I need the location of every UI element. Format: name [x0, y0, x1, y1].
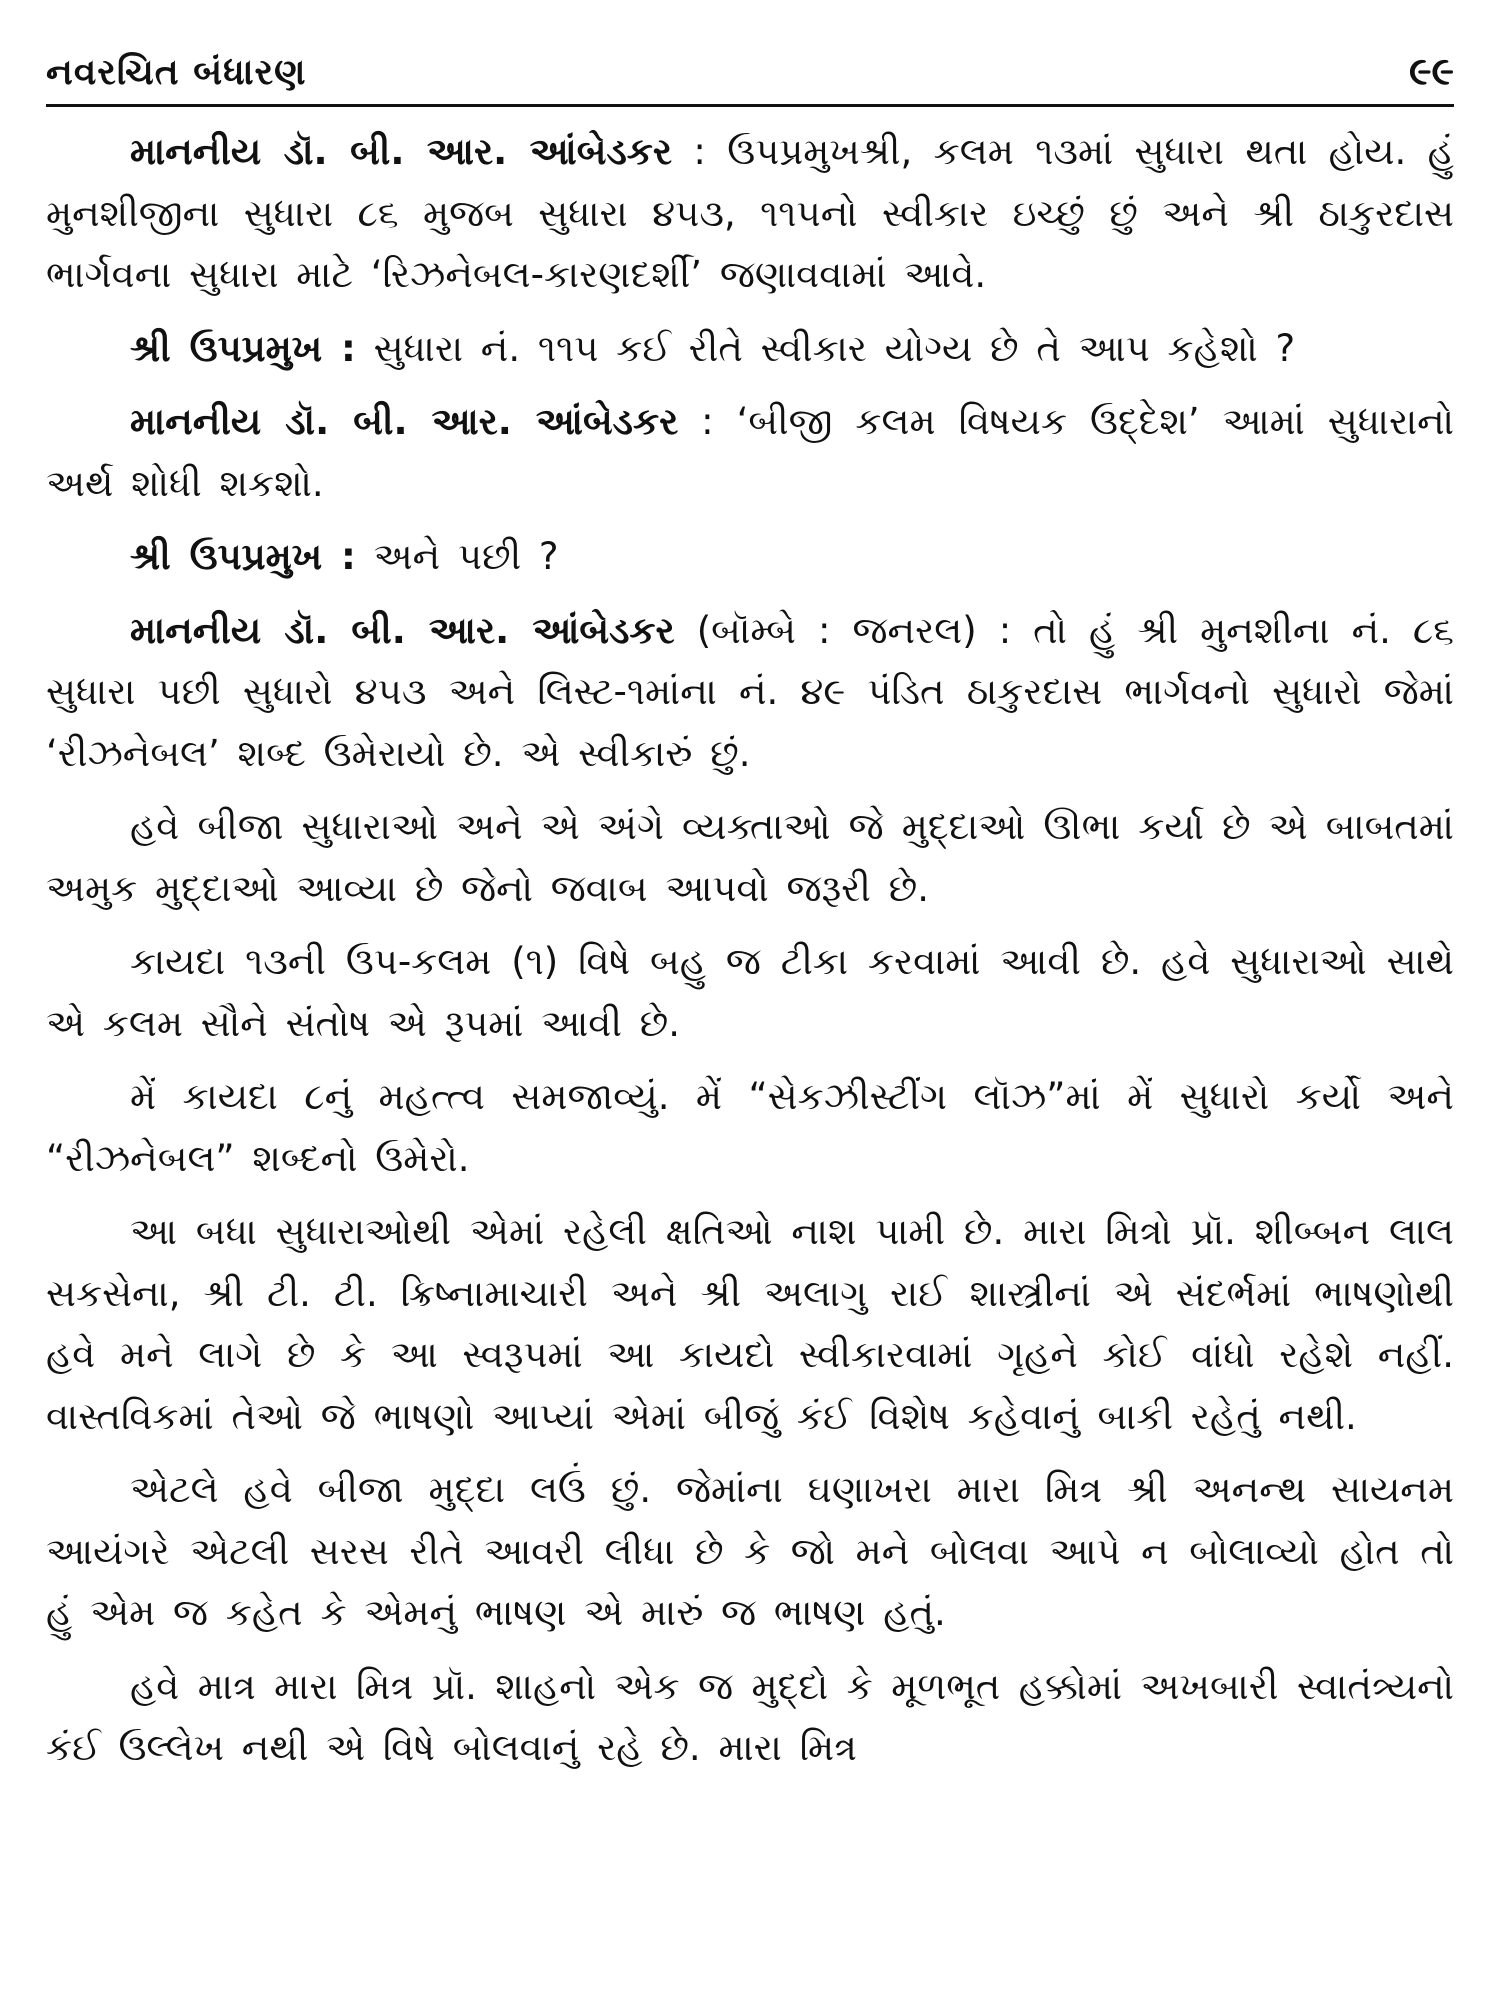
paragraph-text: મેં કાયદા ૮નું મહત્ત્વ સમજાવ્યું. મેં “સેકઝીસ્ટીંગ લૉઝ”માં મેં સુધારો કર્યો અને “રીઝનેબલ” શબ્દનો ઉમેરો. [46, 1075, 1454, 1180]
paragraph-text: સુધારા નં. ૧૧૫ કઈ રીતે સ્વીકાર યોગ્ય છે તે આપ કહેશો ? [355, 326, 1296, 370]
running-title: નવરચિત બંધારણ [46, 52, 307, 93]
paragraph [46, 526, 1454, 588]
speaker-name: માનનીય ડૉ. બી. આર. આંબેડકર [130, 608, 675, 652]
page-number: ૯૯ [1409, 49, 1454, 93]
paragraph [46, 931, 1454, 1054]
paragraph [46, 600, 1454, 785]
paragraph-text: એટલે હવે બીજા મુદ્દા લઉં છું. જેમાંના ઘણાખરા મારા મિત્ર શ્રી અનન્થ સાયનમ આયંગરે એટલી સરસ રીતે આવરી લીધા છે કે જો મને બોલવા આપે ન બોલાવ્યો હોત તો હું એમ જ કહેત કે એમનું ભાષણ એ મારું જ ભાષણ હતું. [46, 1468, 1454, 1634]
paragraph [46, 1656, 1454, 1779]
paragraph-text: અને પછી ? [355, 535, 559, 578]
paragraph-text: હવે માત્ર મારા મિત્ર પ્રૉ. શાહનો એક જ મુદ્દો કે મૂળભૂત હક્કોમાં અખબારી સ્વાતંત્ર્યનો કંઈ ઉલ્લેખ નથી એ વિષે બોલવાનું રહે છે. મારા મિત્ર [46, 1664, 1454, 1769]
page-body [40, 107, 1460, 1779]
speaker-name: માનનીય ડૉ. બી. આર. આંબેડકર [130, 130, 673, 173]
speaker-name: શ્રી ઉપપ્રમુખ : [130, 535, 356, 578]
paragraph-text: કાયદા ૧૩ની ઉપ-કલમ (૧) વિષે બહુ જ ટીકા કરવામાં આવી છે. હવે સુધારાઓ સાથે એ કલમ સૌને સંતોષ એ રૂપમાં આવી છે. [46, 940, 1454, 1045]
paragraph [46, 1459, 1454, 1644]
paragraph [46, 121, 1454, 306]
paragraph [46, 391, 1454, 514]
page-header [40, 36, 1460, 102]
paragraph-text: હવે બીજા સુધારાઓ અને એ અંગે વ્યક્તાઓ જે મુદ્દાઓ ઊભા કર્યા છે એ બાબતમાં અમુક મુદ્દાઓ આવ્યા છે જેનો જવાબ આપવો જરૂરી છે. [46, 805, 1454, 910]
paragraph-text: આ બધા સુધારાઓથી એમાં રહેલી ક્ષતિઓ નાશ પામી છે. મારા મિત્રો પ્રૉ. શીબ્બન લાલ સકસેના, શ્રી ટી. ટી. ક્રિષ્નામાચારી અને શ્રી અલાગુ રાઈ શાસ્ત્રીનાં એ સંદર્ભમાં ભાષણોથી હવે મને લાગે છે કે આ સ્વરૂપમાં આ કાયદો સ્વીકારવામાં ગૃહને કોઈ વાંધો રહેશે નહીં. વાસ્તવિકમાં તેઓ જે ભાષણો આપ્યાં એમાં બીજું કંઈ વિશેષ કહેવાનું બાકી રહેતું નથી. [46, 1210, 1454, 1438]
paragraph-text: : ‘બીજી કલમ વિષયક ઉદ્દેશ’ આમાં સુધારાનો અર્થ શોધી શકશો. [46, 400, 1455, 505]
paragraph [46, 1066, 1454, 1189]
paragraph [46, 1201, 1454, 1447]
paragraph-text: : ઉપપ્રમુખશ્રી, કલમ ૧૩માં સુધારા થતા હોય. હું મુનશીજીના સુધારા ૮૬ મુજબ સુધારા ૪૫૩, ૧૧૫નો સ્વીકાર ઇચ્છું છું અને શ્રી ઠાકુરદાસ ભાર્ગવના સુધારા માટે ‘રિઝનેબલ-કારણદર્શી’ જણાવવામાં આવે. [46, 130, 1454, 296]
speaker-name: માનનીય ડૉ. બી. આર. આંબેડકર [130, 400, 679, 443]
paragraph-text: (બૉમ્બે : જનરલ) : તો હું શ્રી મુનશીના નં. ૮૬ સુધારા પછી સુધારો ૪૫૩ અને લિસ્ટ-૧માંના નં. ૪૯ પંડિત ઠાકુરદાસ ભાર્ગવનો સુધારો જેમાં ‘રીઝનેબલ’ શબ્દ ઉમેરાયો છે. એ સ્વીકારું છું. [46, 608, 1455, 775]
paragraph [46, 318, 1454, 380]
paragraph [46, 796, 1454, 919]
speaker-name: શ્રી ઉપપ્રમુખ : [130, 326, 356, 370]
